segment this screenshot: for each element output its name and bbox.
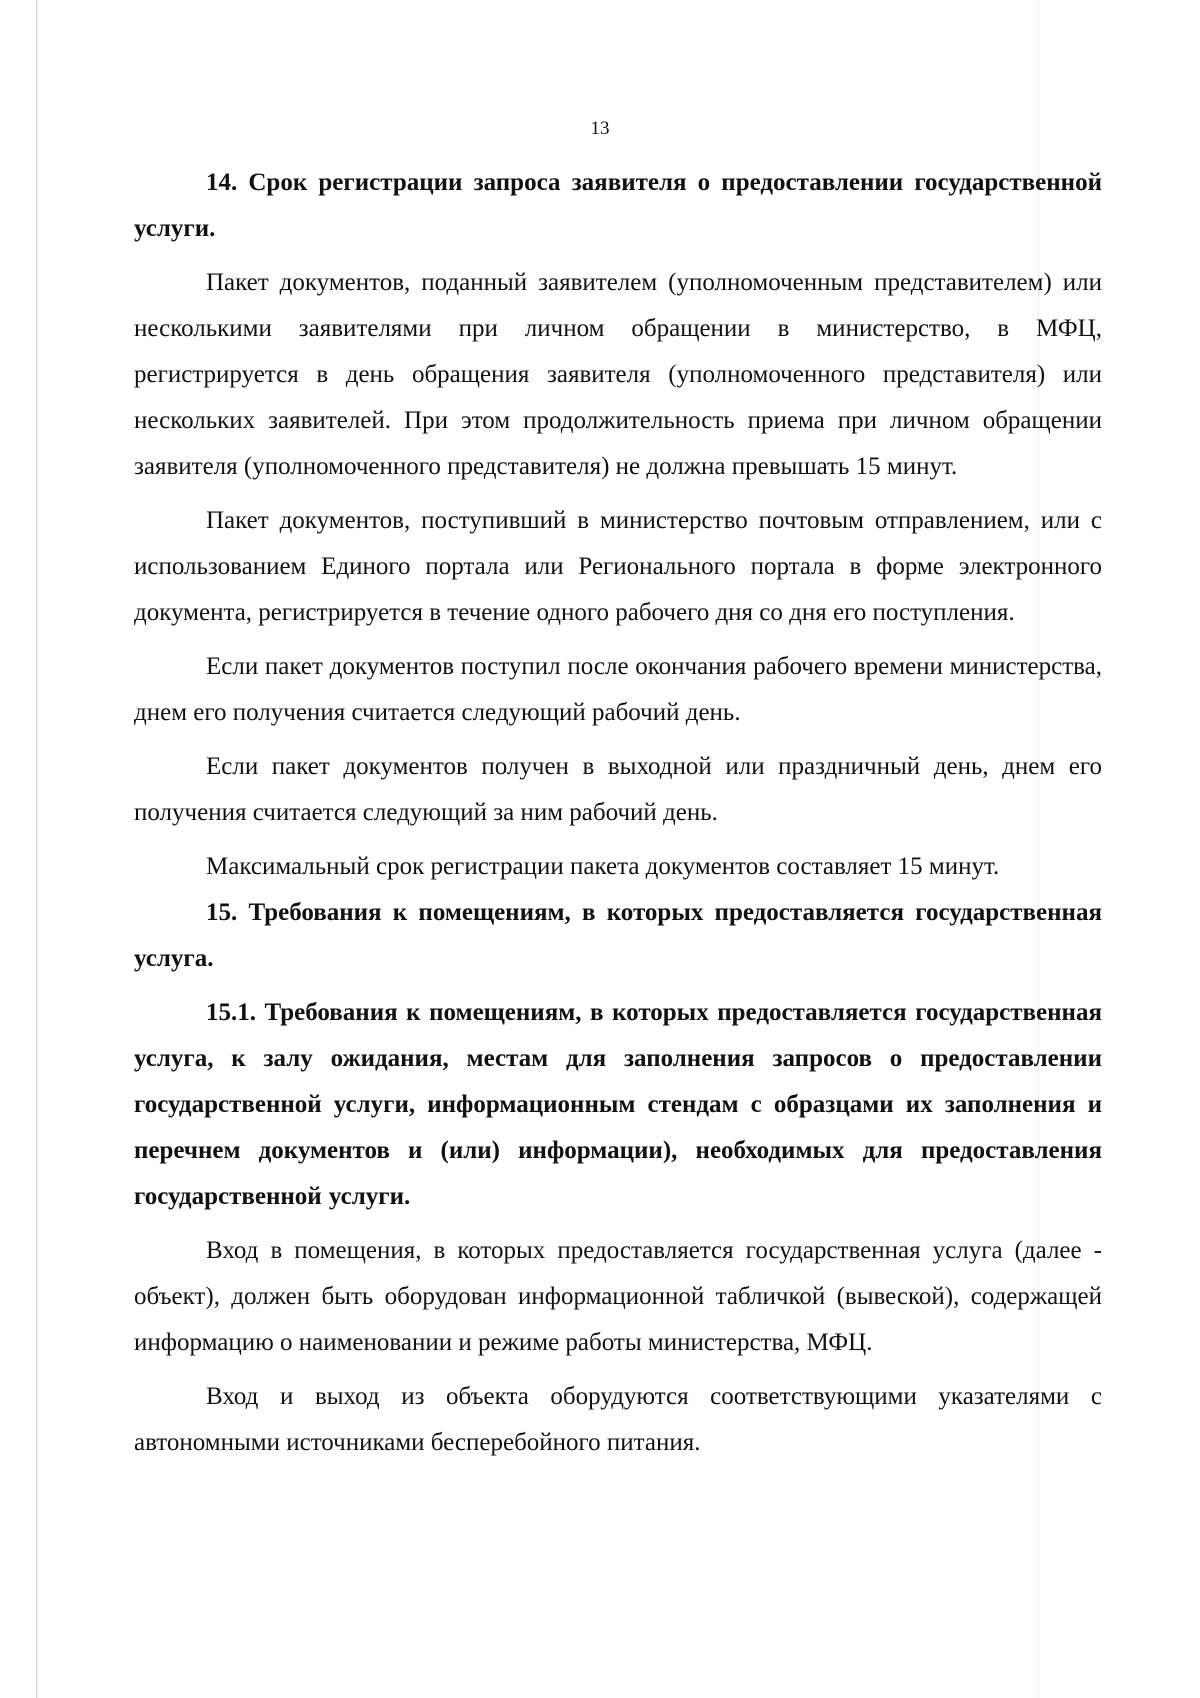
- section-15-heading: 15. Требования к помещениям, в которых предоставляется государственная услуга.: [134, 899, 1102, 972]
- document-body: [134, 152, 1102, 1466]
- section-15-1-heading: 15.1. Требования к помещениям, в которых предоставляется государственная услуга, к залу ожидания, местам для заполнения запросов о предоставлении государственной услуги, информационным стендам с образцами их заполнения и перечнем документов и (или) информации), необходимых для предоставления государственной услуги.: [134, 999, 1102, 1210]
- paragraph-after-hours: Если пакет документов поступил после окончания рабочего времени министерства, днем его получения считается следующий рабочий день.: [134, 653, 1102, 726]
- paragraph-max-term: Максимальный срок регистрации пакета документов составляет 15 минут.: [206, 853, 1000, 880]
- paragraph-registration-personal: Пакет документов, поданный заявителем (уполномоченным представителем) или несколькими заявителями при личном обращении в министерство, в МФЦ, регистрируется в день обращения заявителя (уполномоченного представителя) или нескольких заявителей. При этом продолжительность приема при личном обращении заявителя (уполномоченного представителя) не должна превышать 15 минут.: [134, 269, 1102, 480]
- page-number: 13: [590, 118, 610, 139]
- paragraph-registration-electronic: Пакет документов, поступивший в министерство почтовым отправлением, или с использованием Единого портала или Регионального портала в форме электронного документа, регистрируется в течение одного рабочего дня со дня его поступления.: [134, 507, 1102, 626]
- paragraph-holiday: Если пакет документов получен в выходной или праздничный день, днем его получения считается следующий за ним рабочий день.: [134, 753, 1102, 826]
- paragraph-entrance-exit: Вход и выход из объекта оборудуются соответствующими указателями с автономными источниками бесперебойного питания.: [134, 1383, 1102, 1456]
- paragraph-entrance-sign: Вход в помещения, в которых предоставляется государственная услуга (далее - объект), должен быть оборудован информационной табличкой (вывеской), содержащей информацию о наименовании и режиме работы министерства, МФЦ.: [134, 1237, 1102, 1356]
- scan-edge-left: [36, 0, 38, 1698]
- section-14-heading: 14. Срок регистрации запроса заявителя о предоставлении государственной услуги.: [134, 169, 1102, 242]
